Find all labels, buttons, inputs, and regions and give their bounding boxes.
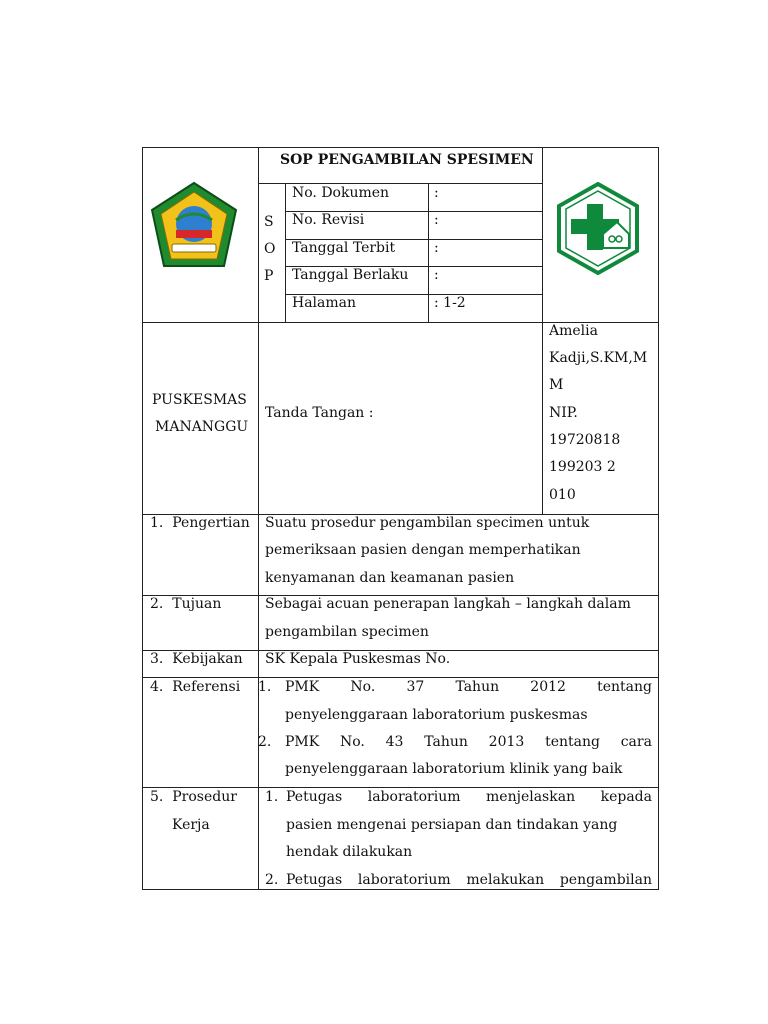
section-text-line: Sebagai acuan penerapan langkah – langkah dalam [265,596,631,612]
word: Tahun [455,679,500,695]
signatory-line: M [549,377,564,393]
row-label-no-dokumen: No. Dokumen [292,185,390,201]
signatory-line: 199203 2 [549,459,616,475]
word: tentang [597,679,652,695]
word: tentang [545,734,600,750]
row-label-no-revisi: No. Revisi [292,212,365,228]
word: kepada [600,789,652,805]
row-value-no-dokumen: : [434,185,439,201]
word: No. [350,679,376,695]
section-text-line: pengambilan specimen [265,624,429,640]
section-text-line: Suatu prosedur pengambilan specimen untuk [265,515,590,531]
org-name-line2: MANANGGU [155,419,249,435]
word: Petugas [286,872,343,888]
section-text-line: kenyamanan dan keamanan pasien [265,570,515,586]
list-item-first-line [285,729,652,756]
row-label-tanggal-terbit: Tanggal Terbit [292,240,396,256]
list-item-continuation: penyelenggaraan laboratorium klinik yang baik [285,761,623,777]
word: Tahun [424,734,468,750]
sop-letter: P [264,268,274,284]
org-name-line1: PUSKESMAS [152,392,247,408]
regional-emblem-icon [150,180,238,272]
word: laboratorium [367,789,461,805]
word: 43 [385,734,404,750]
word: menjelaskan [486,789,576,805]
row-label-halaman: Halaman [292,295,357,311]
word: cara [620,734,652,750]
document-title: SOP PENGAMBILAN SPESIMEN [280,152,534,168]
row-value-no-revisi: : [434,212,439,228]
word: pengambilan [559,872,652,888]
section-label-prosedur: 5. Prosedur [150,789,237,805]
word: 37 [406,679,425,695]
puskesmas-cross-icon [557,182,639,275]
section-label-kebijakan: 3. Kebijakan [150,651,243,667]
list-item-continuation: hendak dilakukan [286,844,413,860]
signatory-line: Amelia [549,323,598,339]
word: PMK [285,679,320,695]
row-label-tanggal-berlaku: Tanggal Berlaku [292,267,409,283]
signature-label: Tanda Tangan : [265,405,374,421]
section-label-tujuan: 2. Tujuan [150,596,222,612]
row-value-tanggal-terbit: : [434,240,439,256]
list-item-first-line [286,867,652,894]
word: No. [339,734,365,750]
word: PMK [285,734,320,750]
list-number: 1. [265,789,279,805]
list-item-continuation: penyelenggaraan laboratorium puskesmas [285,707,588,723]
word: laboratorium [357,872,451,888]
sop-letter: O [264,241,276,257]
list-item-first-line [285,674,652,701]
signatory-line: 19720818 [549,432,621,448]
section-label-referensi: 4. Referensi [150,679,241,695]
list-number: 2. [258,734,272,750]
signatory-line: NIP. [549,405,578,421]
section-label-prosedur-line2: Kerja [172,817,210,833]
signatory-line: Kadji,S.KM,M [549,350,648,366]
word: 2012 [530,679,566,695]
word: melakukan [466,872,545,888]
list-item-first-line [286,784,652,811]
row-value-tanggal-berlaku: : [434,267,439,283]
section-label-pengertian: 1. Pengertian [150,515,250,531]
signatory-line: 010 [549,487,576,503]
word: Petugas [286,789,343,805]
section-text-line: SK Kepala Puskesmas No. [265,651,451,667]
sop-letter: S [264,214,274,230]
word: 2013 [488,734,525,750]
list-number: 2. [265,872,279,888]
list-number: 1. [258,679,272,695]
list-item-continuation: pasien mengenai persiapan dan tindakan yang [286,817,618,833]
row-value-halaman: : 1-2 [434,295,466,311]
section-text-line: pemeriksaan pasien dengan memperhatikan [265,542,581,558]
